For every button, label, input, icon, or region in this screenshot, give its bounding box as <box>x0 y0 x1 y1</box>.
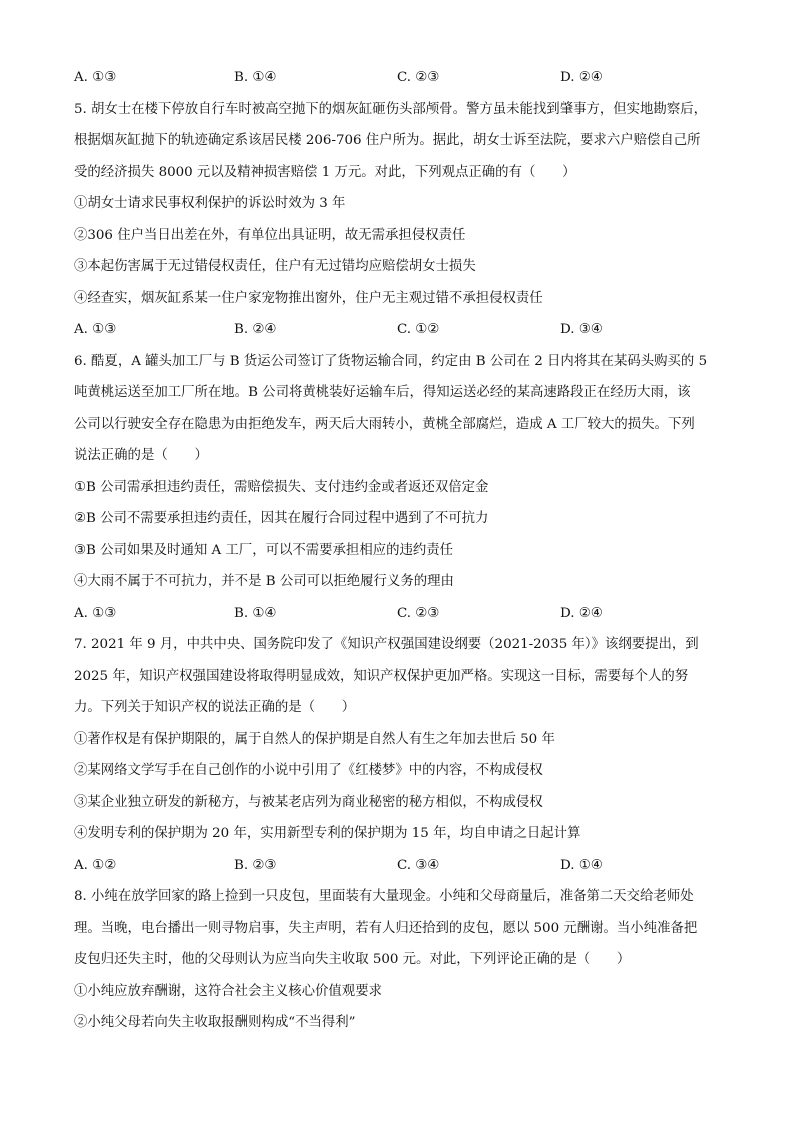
q7-option-a: A. ①② <box>74 857 117 873</box>
q7-statement-4: ④发明专利的保护期为 20 年，实用新型专利的保护期为 15 年，均自申请之日起计算 <box>74 826 581 841</box>
question-8 <box>74 881 734 1039</box>
q5-option-d: D. ③④ <box>560 322 603 337</box>
q5-option-a: A. ①③ <box>74 322 117 337</box>
q6-option-d: D. ②④ <box>560 605 603 621</box>
q5-option-c: C. ①② <box>397 322 440 337</box>
q4-options <box>74 62 734 94</box>
q6-statement-3: ③B 公司如果及时通知 A 工厂，可以不需要承担相应的违约责任 <box>74 542 454 558</box>
q4-option-c: C. ②③ <box>397 70 440 85</box>
q5-option-b: B. ②④ <box>234 322 277 337</box>
q8-statement-2: ②小纯父母若向失主收取报酬则构成“不当得利” <box>74 1015 356 1030</box>
question-7 <box>74 629 734 881</box>
q8-stem-line: 理。当晚，电台播出一则寻物启事，失主声明，若有人归还拾到的皮包，愿以 500 元酬谢。当小纯准备把 <box>74 920 698 936</box>
q5-stem-line: 根据烟灰缸抛下的轨迹确定系该居民楼 206-706 住户所为。据此，胡女士诉至法院，要求六户赔偿自己所 <box>74 133 701 148</box>
q4-option-a: A. ①③ <box>74 70 117 85</box>
q4-option-b: B. ①④ <box>234 70 277 85</box>
q5-statement-1: ①胡女士请求民事权利保护的诉讼时效为 3 年 <box>74 196 346 211</box>
q7-statement-3: ③某企业独立研发的新秘方，与被某老店列为商业秘密的秘方相似，不构成侵权 <box>74 794 543 810</box>
q6-stem-line: 公司以行驶安全存在隐患为由拒绝发车，两天后大雨转小，黄桃全部腐烂，造成 A 工厂较大的损失。下列 <box>74 416 695 432</box>
q6-option-a: A. ①③ <box>74 605 117 621</box>
q5-stem-line: 5. 胡女士在楼下停放自行车时被高空抛下的烟灰缸砸伤头部颅骨。警方虽未能找到肇事方，但实地勘察后， <box>74 101 707 117</box>
q7-stem-line: 力。下列关于知识产权的说法正确的是（ ） <box>74 700 356 715</box>
q7-statement-2: ②某网络文学写手在自己创作的小说中引用了《红楼梦》中的内容，不构成侵权 <box>74 763 543 778</box>
q6-stem-line: 6. 酷夏，A 罐头加工厂与 B 货运公司签订了货物运输合同，约定由 B 公司在 2 日内将其在某码头购买的 5 <box>74 353 708 369</box>
q5-stem-line: 受的经济损失 8000 元以及精神损害赔偿 1 万元。对此，下列观点正确的有（ ） <box>74 164 576 180</box>
q6-statement-1: ①B 公司需承担违约责任，需赔偿损失、支付违约金或者返还双倍定金 <box>74 479 489 495</box>
q6-options <box>74 598 734 630</box>
q6-option-b: B. ①④ <box>234 605 277 621</box>
q6-statement-4: ④大雨不属于不可抗力，并不是 B 公司可以拒绝履行义务的理由 <box>74 574 454 589</box>
q7-options <box>74 850 734 882</box>
q5-statement-4: ④经查实，烟灰缸系某一住户家宠物推出窗外，住户无主观过错不承担侵权责任 <box>74 290 543 306</box>
q4-option-d: D. ②④ <box>560 70 603 85</box>
q7-stem-line: 2025 年，知识产权强国建设将取得明显成效，知识产权保护更加严格。实现这一目标，需要每个人的努 <box>74 668 689 684</box>
q8-statement-1: ①小纯应放弃酬谢，这符合社会主义核心价值观要求 <box>74 983 382 999</box>
q7-option-d: D. ①④ <box>560 857 603 873</box>
q8-stem-line: 皮包归还失主时，他的父母则认为应当向失主收取 500 元。对此，下列评论正确的是（ ） <box>74 952 631 967</box>
q7-statement-1: ①著作权是有保护期限的，属于自然人的保护期是自然人有生之年加去世后 50 年 <box>74 731 555 747</box>
q6-stem-line: 说法正确的是（ ） <box>74 448 208 463</box>
q6-stem-line: 吨黄桃运送至加工厂所在地。B 公司将黄桃装好运输车后，得知运送必经的某高速路段正在经历大雨，该 <box>74 385 691 400</box>
exam-page <box>74 62 734 1039</box>
q6-option-c: C. ②③ <box>397 605 440 621</box>
question-5 <box>74 94 734 346</box>
q7-option-c: C. ③④ <box>397 857 440 873</box>
question-6 <box>74 346 734 630</box>
q8-stem-line: 8. 小纯在放学回家的路上捡到一只皮包，里面装有大量现金。小纯和父母商量后，准备第二天交给老师处 <box>74 889 694 904</box>
q5-statement-2: ②306 住户当日出差在外，有单位出具证明，故无需承担侵权责任 <box>74 227 466 243</box>
q5-statement-3: ③本起伤害属于无过错侵权责任，住户有无过错均应赔偿胡女士损失 <box>74 259 476 274</box>
q5-options <box>74 314 734 346</box>
q6-statement-2: ②B 公司不需要承担违约责任，因其在履行合同过程中遇到了不可抗力 <box>74 511 489 526</box>
q7-option-b: B. ②③ <box>234 857 277 873</box>
q7-stem-line: 7. 2021 年 9 月，中共中央、国务院印发了《知识产权强国建设纲要（2021-2035 年）》该纲要提出，到 <box>74 637 699 652</box>
